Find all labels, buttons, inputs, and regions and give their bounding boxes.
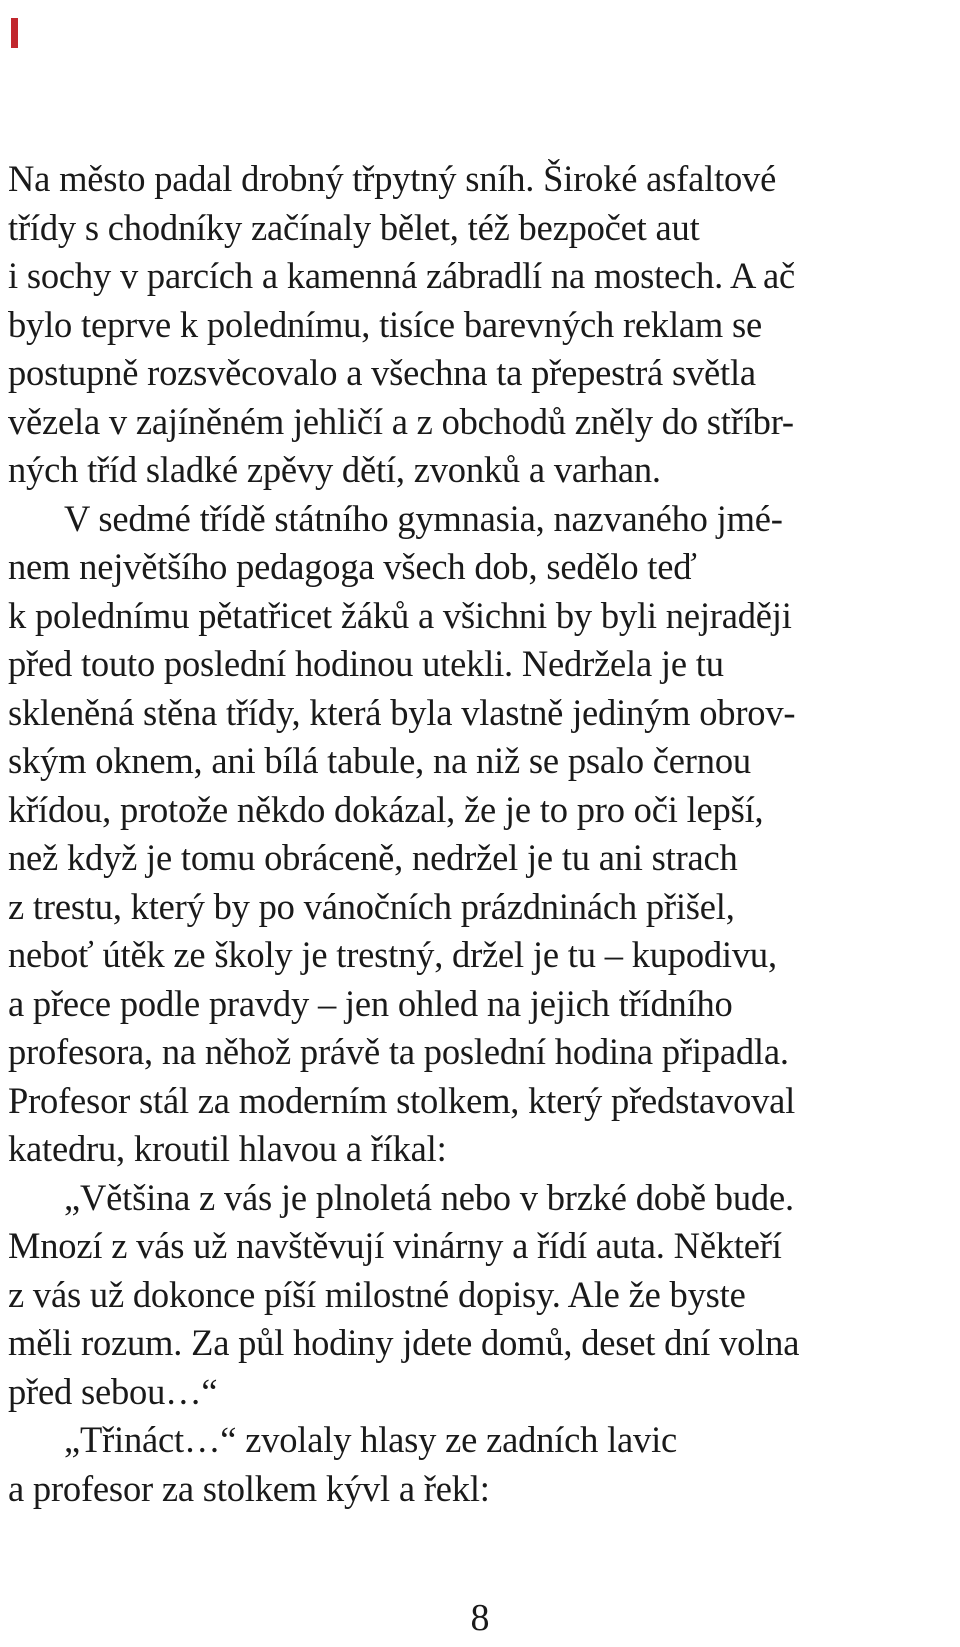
text-line: z vás už dokonce píší milostné dopisy. Ale že byste: [8, 1273, 746, 1315]
text-line: Na město padal drobný třpytný sníh. Široké asfaltové: [8, 158, 777, 199]
text-line: Profesor stál za moderním stolkem, který představoval: [8, 1079, 796, 1121]
text-line: postupně rozsvěcovalo a všechna ta přepestrá světla: [8, 352, 756, 393]
text-line: i sochy v parcích a kamenná zábradlí na mostech. A ač: [8, 255, 796, 296]
text-line: „Většina z vás je plnoletá nebo v brzké době bude.: [64, 1176, 794, 1218]
text-line: měli rozum. Za půl hodiny jdete domů, deset dní volna: [8, 1322, 800, 1363]
text-line: „Třináct…“ zvolaly hlasy ze zadních lavic: [64, 1419, 678, 1460]
text-line: bylo teprve k polednímu, tisíce barevných reklam se: [8, 303, 763, 345]
text-line: nem největšího pedagoga všech dob, sedělo teď: [8, 546, 697, 587]
text-line: profesora, na něhož právě ta poslední hodina připadla.: [8, 1031, 789, 1072]
text-line: křídou, protože někdo dokázal, že je to pro oči lepší,: [8, 788, 764, 830]
text-line: a přece podle pravdy – jen ohled na jejich třídního: [8, 982, 733, 1024]
text-line: neboť útěk ze školy je trestný, držel je tu – kupodivu,: [8, 934, 777, 975]
text-line: ných tříd sladké zpěvy dětí, zvonků a varhan.: [8, 449, 661, 490]
text-line: než když je tomu obráceně, nedržel je tu ani strach: [8, 837, 738, 878]
page-number: 8: [470, 1597, 490, 1639]
text-line: ským oknem, ani bílá tabule, na niž se psalo černou: [8, 740, 751, 781]
text-line: Mnozí z vás už navštěvují vinárny a řídí auta. Někteří: [8, 1225, 782, 1266]
chapter-marker: [11, 18, 18, 48]
text-line: V sedmé třídě státního gymnasia, nazvaného jmé-: [64, 497, 783, 539]
text-line: skleněná stěna třídy, která byla vlastně jediným obrov-: [8, 691, 796, 733]
body-text: [8, 155, 958, 1513]
text-line: a profesor za stolkem kývl a řekl:: [8, 1467, 490, 1509]
text-line: katedru, kroutil hlavou a říkal:: [8, 1128, 447, 1169]
text-line: k polednímu pětatřicet žáků a všichni by byli nejraději: [8, 594, 792, 636]
text-line: třídy s chodníky začínaly bělet, též bezpočet aut: [8, 206, 700, 248]
text-line: vězela v zajíněném jehličí a z obchodů zněly do stříbr-: [8, 400, 794, 442]
text-line: z trestu, který by po vánočních prázdninách přišel,: [8, 885, 735, 927]
text-line: před sebou…“: [8, 1370, 218, 1412]
text-line: před touto poslední hodinou utekli. Nedržela je tu: [8, 643, 724, 684]
